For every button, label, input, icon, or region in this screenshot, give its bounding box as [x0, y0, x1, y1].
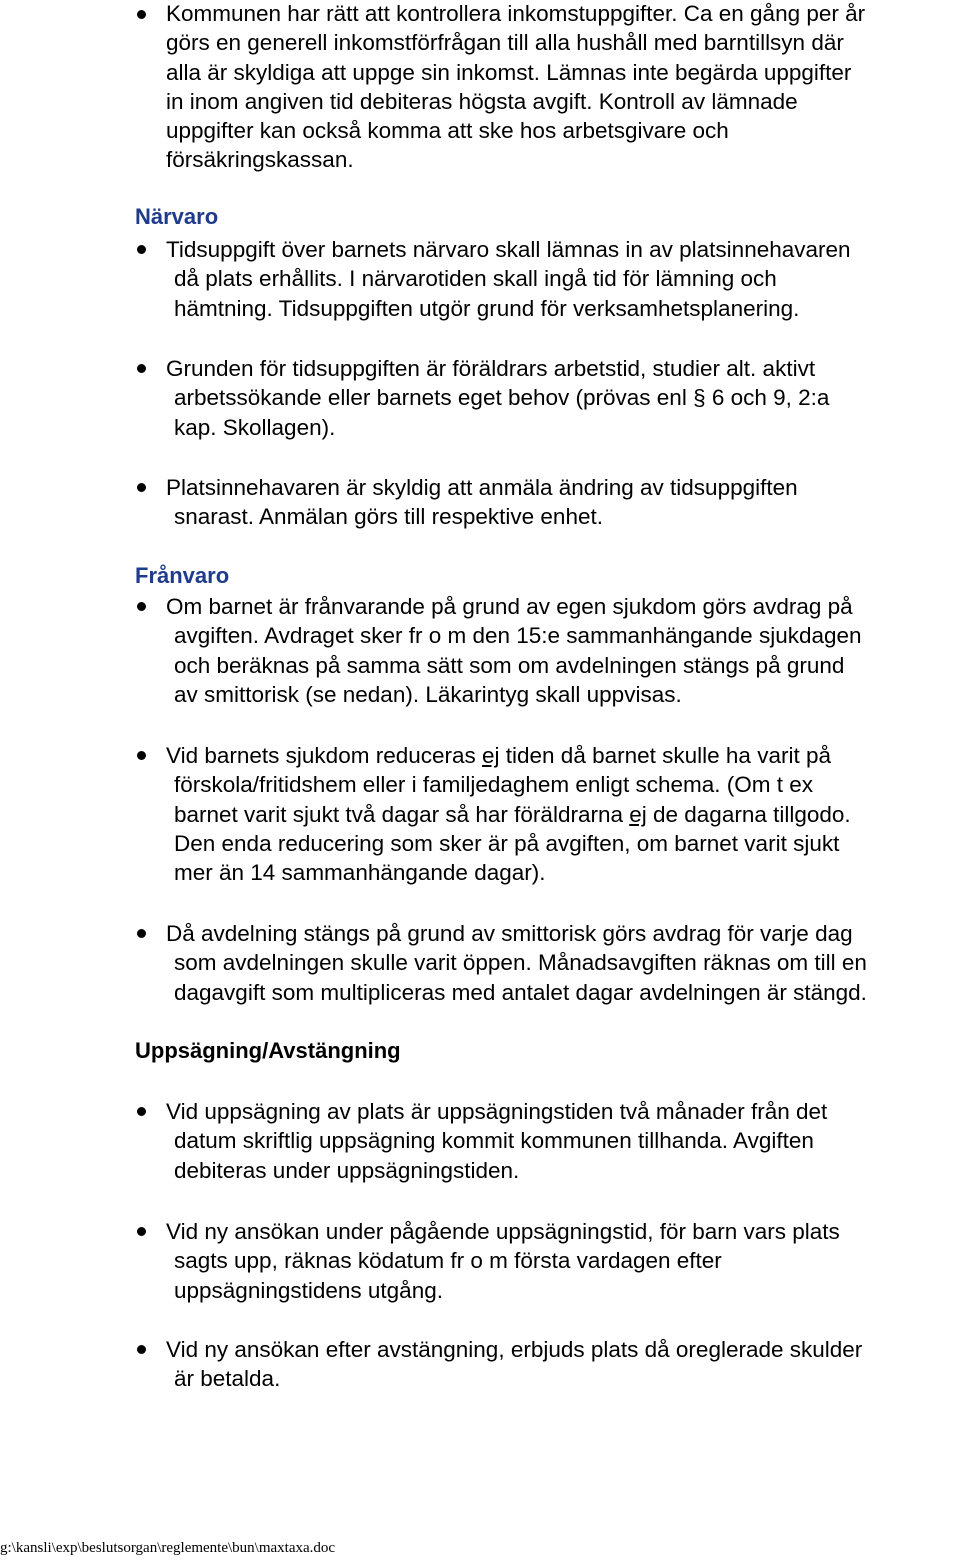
bullet-icon: [137, 364, 146, 373]
bullet-icon: [137, 751, 146, 760]
bullet-icon: [137, 245, 146, 254]
bullet-icon: [137, 10, 146, 19]
list-item-text: Vid ny ansökan efter avstängning, erbjuds plats då oreglerade skulder är betalda.: [166, 1337, 863, 1392]
list-item-text: Vid uppsägning av plats är uppsägningstiden två månader från det datum skriftlig uppsägning kommit kommunen tillhanda. Avgiften debiteras under uppsägningstiden.: [166, 1099, 828, 1183]
list-item-text: Tidsuppgift över barnets närvaro skall lämnas in av platsinnehavaren då plats erhållits. I närvarotiden skall ingå tid för lämning och hämtning. Tidsuppgiften utgör grund för verksamhetsplanering.: [166, 237, 851, 321]
list-item-text: Om barnet är frånvarande på grund av egen sjukdom görs avdrag på avgiften. Avdraget sker fr o m den 15:e sammanhängande sjukdagen och beräknas på samma sätt som om avdelningen stängs på grund av smittorisk (se nedan). Läkarintyg skall uppvisas.: [166, 594, 862, 707]
bullet-icon: [137, 929, 146, 938]
list-item-text: Grunden för tidsuppgiften är föräldrars arbetstid, studier alt. aktivt arbetssökande eller barnets eget behov (prövas enl § 6 och 9, 2:a kap. Skollagen).: [166, 356, 830, 440]
list-item-text: Vid ny ansökan under pågående uppsägningstid, för barn vars plats sagts upp, räknas ködatum fr o m första vardagen efter uppsägningstidens utgång.: [166, 1219, 840, 1303]
list-item-text: Kommunen har rätt att kontrollera inkomstuppgifter. Ca en gång per år görs en generell inkomstförfrågan till alla hushåll med barntillsyn där alla är skyldiga att uppge sin inkomst. Lämnas inte begärda uppgifter in inom angiven tid debiteras högsta avgift. Kontroll av lämnade uppgifter kan också komma att ske hos arbetsgivare och försäkringskassan.: [166, 1, 866, 173]
bullet-icon: [137, 1227, 146, 1236]
bullet-icon: [137, 1107, 146, 1116]
section-heading-narvaro: Närvaro: [135, 204, 219, 229]
bullet-icon: [137, 602, 146, 611]
footer-file-path: g:\kansli\exp\beslutsorgan\reglemente\bun\maxtaxa.doc: [0, 1540, 336, 1556]
list-item-text: Då avdelning stängs på grund av smittorisk görs avdrag för varje dag som avdelningen skulle varit öppen. Månadsavgiften räknas om till en dagavgift som multipliceras med antalet dagar avdelningen är stängd.: [166, 921, 867, 1005]
list-item-text: Vid barnets sjukdom reduceras ej tiden då barnet skulle ha varit på förskola/fritidshem eller i familjedaghem enligt schema. (Om t ex barnet varit sjukt två dagar så har föräldrarna ej de dagarna tillgodo. Den enda reducering som sker är på avgiften, om barnet varit sjukt mer än 14 sammanhängande dagar).: [166, 743, 851, 886]
section-heading-uppsagning: Uppsägning/Avstängning: [135, 1038, 401, 1063]
section-heading-franvaro: Frånvaro: [135, 563, 230, 588]
bullet-icon: [137, 483, 146, 492]
list-item-text: Platsinnehavaren är skyldig att anmäla ändring av tidsuppgiften snarast. Anmälan görs till respektive enhet.: [166, 475, 798, 530]
bullet-icon: [137, 1345, 146, 1354]
